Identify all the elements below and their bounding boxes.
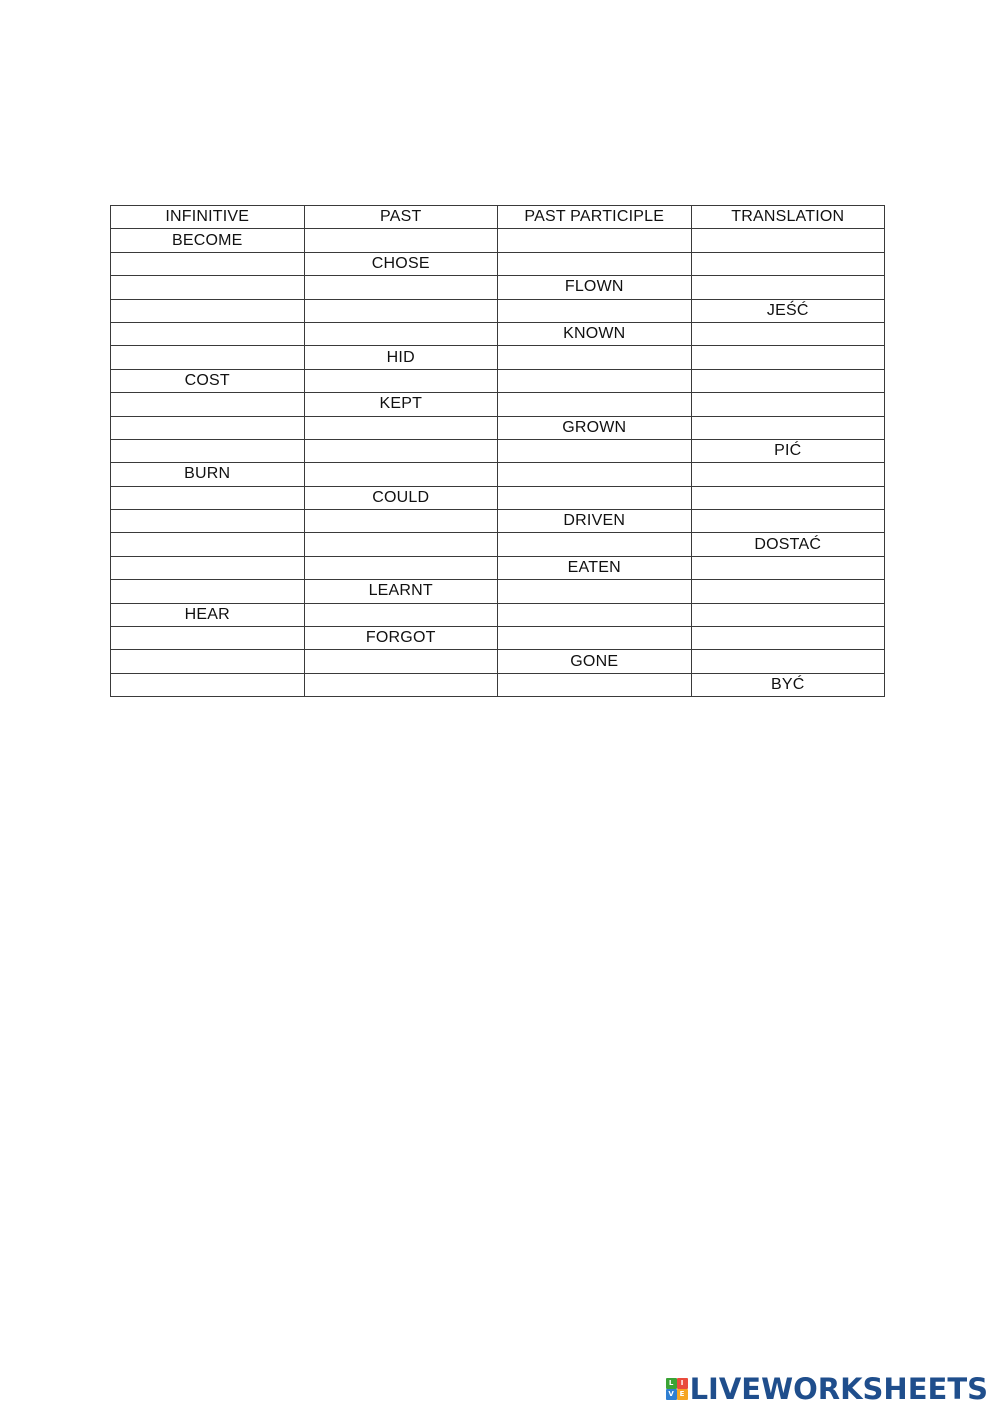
cell-infinitive: COST bbox=[111, 369, 305, 392]
cell-past-participle: GROWN bbox=[498, 416, 692, 439]
cell-past: FORGOT bbox=[304, 627, 498, 650]
table-row bbox=[111, 463, 885, 486]
cell-translation[interactable] bbox=[691, 627, 885, 650]
cell-past: HID bbox=[304, 346, 498, 369]
cell-infinitive[interactable] bbox=[111, 533, 305, 556]
cell-infinitive[interactable] bbox=[111, 439, 305, 462]
cell-past[interactable] bbox=[304, 416, 498, 439]
cell-translation[interactable] bbox=[691, 510, 885, 533]
table-row bbox=[111, 627, 885, 650]
header-infinitive: INFINITIVE bbox=[111, 206, 305, 229]
table-row bbox=[111, 673, 885, 696]
verb-table bbox=[110, 205, 885, 697]
cell-past-participle: FLOWN bbox=[498, 276, 692, 299]
cell-infinitive[interactable] bbox=[111, 486, 305, 509]
table-row bbox=[111, 556, 885, 579]
logo-letter-l: L bbox=[666, 1378, 677, 1389]
table-row bbox=[111, 510, 885, 533]
cell-past[interactable] bbox=[304, 322, 498, 345]
cell-translation[interactable] bbox=[691, 322, 885, 345]
table-row bbox=[111, 393, 885, 416]
cell-translation: JEŚĆ bbox=[691, 299, 885, 322]
cell-past-participle: EATEN bbox=[498, 556, 692, 579]
table-body bbox=[111, 229, 885, 697]
cell-past[interactable] bbox=[304, 299, 498, 322]
table-row bbox=[111, 650, 885, 673]
table-row bbox=[111, 322, 885, 345]
cell-infinitive[interactable] bbox=[111, 650, 305, 673]
cell-translation[interactable] bbox=[691, 393, 885, 416]
logo-letter-i: I bbox=[677, 1378, 688, 1389]
cell-past-participle[interactable] bbox=[498, 439, 692, 462]
cell-translation[interactable] bbox=[691, 276, 885, 299]
cell-past: LEARNT bbox=[304, 580, 498, 603]
table-row bbox=[111, 252, 885, 275]
cell-past-participle[interactable] bbox=[498, 603, 692, 626]
cell-past-participle[interactable] bbox=[498, 346, 692, 369]
cell-past-participle[interactable] bbox=[498, 533, 692, 556]
cell-translation[interactable] bbox=[691, 463, 885, 486]
cell-infinitive[interactable] bbox=[111, 299, 305, 322]
cell-translation[interactable] bbox=[691, 603, 885, 626]
cell-infinitive[interactable] bbox=[111, 322, 305, 345]
cell-translation[interactable] bbox=[691, 416, 885, 439]
cell-past-participle[interactable] bbox=[498, 252, 692, 275]
cell-past-participle[interactable] bbox=[498, 463, 692, 486]
cell-infinitive: HEAR bbox=[111, 603, 305, 626]
cell-translation[interactable] bbox=[691, 252, 885, 275]
cell-past-participle: DRIVEN bbox=[498, 510, 692, 533]
cell-translation[interactable] bbox=[691, 486, 885, 509]
cell-past-participle[interactable] bbox=[498, 673, 692, 696]
cell-infinitive[interactable] bbox=[111, 393, 305, 416]
cell-past-participle[interactable] bbox=[498, 486, 692, 509]
table-row bbox=[111, 346, 885, 369]
cell-translation[interactable] bbox=[691, 229, 885, 252]
logo-letter-e: E bbox=[677, 1389, 688, 1400]
table-row bbox=[111, 580, 885, 603]
cell-past: KEPT bbox=[304, 393, 498, 416]
cell-past[interactable] bbox=[304, 276, 498, 299]
table-row bbox=[111, 533, 885, 556]
table-row bbox=[111, 439, 885, 462]
cell-translation[interactable] bbox=[691, 369, 885, 392]
cell-past[interactable] bbox=[304, 369, 498, 392]
cell-past[interactable] bbox=[304, 533, 498, 556]
cell-past-participle[interactable] bbox=[498, 393, 692, 416]
table-row bbox=[111, 229, 885, 252]
cell-translation: DOSTAĆ bbox=[691, 533, 885, 556]
header-past: PAST bbox=[304, 206, 498, 229]
cell-infinitive: BURN bbox=[111, 463, 305, 486]
cell-infinitive[interactable] bbox=[111, 252, 305, 275]
table-row bbox=[111, 603, 885, 626]
cell-past-participle: KNOWN bbox=[498, 322, 692, 345]
liveworksheets-icon bbox=[666, 1378, 688, 1400]
cell-infinitive[interactable] bbox=[111, 580, 305, 603]
table-row bbox=[111, 416, 885, 439]
cell-past-participle[interactable] bbox=[498, 299, 692, 322]
cell-translation: PIĆ bbox=[691, 439, 885, 462]
liveworksheets-logo bbox=[666, 1374, 988, 1404]
cell-infinitive[interactable] bbox=[111, 276, 305, 299]
table-row bbox=[111, 369, 885, 392]
cell-translation[interactable] bbox=[691, 346, 885, 369]
cell-translation: BYĆ bbox=[691, 673, 885, 696]
cell-past-participle: GONE bbox=[498, 650, 692, 673]
logo-letter-v: V bbox=[666, 1389, 677, 1400]
cell-translation[interactable] bbox=[691, 580, 885, 603]
cell-past[interactable] bbox=[304, 673, 498, 696]
header-past-participle: PAST PARTICIPLE bbox=[498, 206, 692, 229]
cell-infinitive[interactable] bbox=[111, 346, 305, 369]
cell-infinitive[interactable] bbox=[111, 627, 305, 650]
cell-infinitive[interactable] bbox=[111, 556, 305, 579]
cell-past[interactable] bbox=[304, 510, 498, 533]
cell-past-participle[interactable] bbox=[498, 229, 692, 252]
cell-past[interactable] bbox=[304, 650, 498, 673]
cell-past[interactable] bbox=[304, 229, 498, 252]
cell-infinitive: BECOME bbox=[111, 229, 305, 252]
cell-translation[interactable] bbox=[691, 556, 885, 579]
table-header-row bbox=[111, 206, 885, 229]
table-row bbox=[111, 276, 885, 299]
cell-past: CHOSE bbox=[304, 252, 498, 275]
table-row bbox=[111, 486, 885, 509]
cell-past-participle[interactable] bbox=[498, 580, 692, 603]
header-translation: TRANSLATION bbox=[691, 206, 885, 229]
cell-past[interactable] bbox=[304, 439, 498, 462]
cell-past-participle[interactable] bbox=[498, 627, 692, 650]
table-row bbox=[111, 299, 885, 322]
cell-infinitive[interactable] bbox=[111, 416, 305, 439]
cell-past[interactable] bbox=[304, 603, 498, 626]
cell-past[interactable] bbox=[304, 463, 498, 486]
cell-past[interactable] bbox=[304, 556, 498, 579]
cell-past: COULD bbox=[304, 486, 498, 509]
brand-name: LIVEWORKSHEETS bbox=[689, 1372, 988, 1406]
cell-infinitive[interactable] bbox=[111, 673, 305, 696]
cell-translation[interactable] bbox=[691, 650, 885, 673]
cell-past-participle[interactable] bbox=[498, 369, 692, 392]
cell-infinitive[interactable] bbox=[111, 510, 305, 533]
